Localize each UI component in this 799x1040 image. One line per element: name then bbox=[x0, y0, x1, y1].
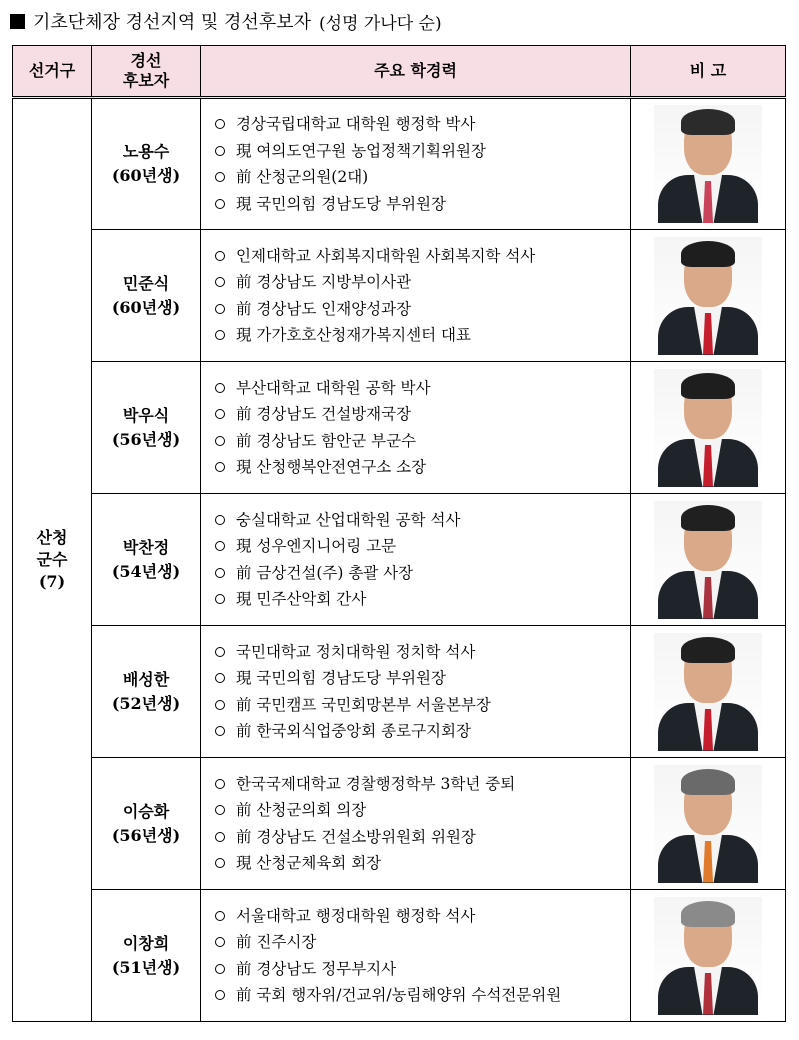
candidate-birth-year: (60년생) bbox=[111, 166, 181, 185]
career-item bbox=[215, 982, 630, 1009]
hair-shape bbox=[681, 373, 735, 399]
candidate-birth-year: (52년생) bbox=[111, 693, 181, 713]
circle-bullet-icon bbox=[215, 462, 225, 472]
candidate-birth-year: (60년생) bbox=[111, 297, 181, 317]
circle-bullet-icon bbox=[215, 568, 225, 578]
career-item bbox=[215, 401, 630, 428]
career-text: 부산대학교 대학원 공학 박사 bbox=[236, 378, 431, 397]
remarks-cell bbox=[631, 98, 786, 230]
career-item bbox=[215, 111, 630, 138]
circle-bullet-icon bbox=[215, 146, 225, 156]
career-item bbox=[215, 164, 630, 191]
career-item bbox=[215, 454, 630, 481]
circle-bullet-icon bbox=[215, 673, 225, 683]
district-line: (7) bbox=[38, 572, 66, 591]
candidate-name-cell bbox=[92, 626, 201, 758]
career-text: 국민대학교 정치대학원 정치학 석사 bbox=[236, 642, 476, 661]
career-text: 現 국민의힘 경남도당 부위원장 bbox=[236, 669, 446, 687]
circle-bullet-icon bbox=[215, 251, 225, 261]
career-item bbox=[215, 692, 630, 719]
career-item bbox=[215, 718, 630, 745]
circle-bullet-icon bbox=[215, 937, 225, 947]
career-list bbox=[215, 111, 630, 217]
career-text: 前 산청군의회 의장 bbox=[236, 801, 367, 819]
career-item bbox=[215, 771, 630, 798]
career-text: 現 민주산악회 간사 bbox=[236, 590, 367, 608]
career-text: 前 산청군의원(2대) bbox=[236, 168, 369, 186]
career-text: 경상국립대학교 대학원 행정학 박사 bbox=[236, 115, 476, 133]
circle-bullet-icon bbox=[215, 832, 225, 842]
candidate-name: 박우식 bbox=[122, 405, 170, 425]
career-item bbox=[215, 929, 630, 956]
district-line: 산청 bbox=[36, 528, 68, 547]
circle-bullet-icon bbox=[215, 964, 225, 974]
candidate-photo bbox=[654, 765, 762, 883]
career-text: 前 경상남도 건설방재국장 bbox=[236, 405, 412, 423]
circle-bullet-icon bbox=[215, 594, 225, 604]
circle-bullet-icon bbox=[215, 541, 225, 551]
district-cell bbox=[13, 98, 92, 1022]
header-candidate-line1: 경선 bbox=[130, 51, 162, 70]
career-text: 인제대학교 사회복지대학원 사회복지학 석사 bbox=[236, 246, 536, 265]
career-item bbox=[215, 824, 630, 851]
candidate-photo bbox=[654, 633, 762, 751]
header-candidate bbox=[92, 46, 201, 98]
career-item bbox=[215, 428, 630, 455]
remarks-cell bbox=[631, 758, 786, 890]
career-item bbox=[215, 560, 630, 587]
career-item bbox=[215, 533, 630, 560]
circle-bullet-icon bbox=[215, 779, 225, 789]
career-list bbox=[215, 375, 630, 481]
hair-shape bbox=[681, 505, 735, 531]
career-text: 前 경상남도 지방부이사관 bbox=[236, 273, 412, 291]
title-main: 기초단체장 경선지역 및 경선후보자 bbox=[33, 12, 311, 33]
career-item bbox=[215, 850, 630, 877]
career-item bbox=[215, 903, 630, 930]
remarks-cell bbox=[631, 230, 786, 362]
hair-shape bbox=[681, 241, 735, 267]
candidate-name: 배성한 bbox=[122, 669, 170, 689]
candidate-name-cell bbox=[92, 230, 201, 362]
candidate-name: 이창희 bbox=[122, 933, 170, 953]
candidate-name-cell bbox=[92, 494, 201, 626]
circle-bullet-icon bbox=[215, 805, 225, 815]
career-text: 前 진주시장 bbox=[236, 933, 317, 951]
hair-shape bbox=[681, 769, 735, 795]
title-note: (성명 가나다 순) bbox=[318, 13, 442, 34]
career-cell bbox=[201, 626, 631, 758]
table-body bbox=[13, 98, 786, 1022]
table-row bbox=[13, 626, 786, 758]
career-list bbox=[215, 903, 630, 1009]
candidate-name-cell bbox=[92, 758, 201, 890]
career-list bbox=[215, 243, 630, 349]
career-list bbox=[215, 507, 630, 613]
career-item bbox=[215, 586, 630, 613]
circle-bullet-icon bbox=[215, 199, 225, 209]
career-cell bbox=[201, 494, 631, 626]
header-remarks: 비 고 bbox=[631, 46, 786, 98]
career-cell bbox=[201, 758, 631, 890]
career-text: 現 여의도연구원 농업정책기획위원장 bbox=[236, 141, 486, 160]
table-row bbox=[13, 362, 786, 494]
candidate-table bbox=[12, 45, 786, 1022]
circle-bullet-icon bbox=[215, 119, 225, 129]
career-item bbox=[215, 665, 630, 692]
hair-shape bbox=[681, 901, 735, 927]
table-row bbox=[13, 758, 786, 890]
career-text: 現 성우엔지니어링 고문 bbox=[236, 537, 397, 555]
candidate-birth-year: (51년생) bbox=[111, 957, 181, 977]
career-text: 前 국회 행자위/건교위/농림해양위 수석전문위원 bbox=[236, 986, 562, 1004]
candidate-birth-year: (56년생) bbox=[111, 429, 181, 449]
square-bullet-icon bbox=[10, 14, 25, 29]
career-text: 前 경상남도 건설소방위원회 위원장 bbox=[236, 827, 476, 846]
candidate-birth-year: (54년생) bbox=[111, 561, 181, 581]
circle-bullet-icon bbox=[215, 277, 225, 287]
district-line: 군수 bbox=[36, 550, 68, 569]
career-item bbox=[215, 956, 630, 983]
circle-bullet-icon bbox=[215, 383, 225, 393]
circle-bullet-icon bbox=[215, 726, 225, 736]
career-cell bbox=[201, 362, 631, 494]
circle-bullet-icon bbox=[215, 436, 225, 446]
career-item bbox=[215, 507, 630, 534]
career-text: 前 국민캠프 국민회망본부 서울본부장 bbox=[236, 695, 491, 714]
remarks-cell bbox=[631, 494, 786, 626]
career-list bbox=[215, 639, 630, 745]
career-item bbox=[215, 375, 630, 402]
hair-shape bbox=[681, 109, 735, 135]
career-list bbox=[215, 771, 630, 877]
table-row bbox=[13, 230, 786, 362]
career-text: 숭실대학교 산업대학원 공학 석사 bbox=[236, 510, 461, 529]
candidate-name: 이승화 bbox=[122, 801, 170, 821]
candidate-name-cell bbox=[92, 890, 201, 1022]
table-row bbox=[13, 494, 786, 626]
career-item bbox=[215, 138, 630, 165]
career-item bbox=[215, 322, 630, 349]
circle-bullet-icon bbox=[215, 858, 225, 868]
career-text: 前 한국외식업중앙회 종로구지회장 bbox=[236, 722, 471, 740]
career-cell bbox=[201, 98, 631, 230]
circle-bullet-icon bbox=[215, 409, 225, 419]
remarks-cell bbox=[631, 890, 786, 1022]
circle-bullet-icon bbox=[215, 304, 225, 314]
candidate-name-cell bbox=[92, 362, 201, 494]
candidate-name: 노용수 bbox=[122, 142, 170, 161]
career-text: 現 가가호호산청재가복지센터 대표 bbox=[236, 326, 471, 344]
circle-bullet-icon bbox=[215, 700, 225, 710]
circle-bullet-icon bbox=[215, 172, 225, 182]
career-item bbox=[215, 639, 630, 666]
circle-bullet-icon bbox=[215, 330, 225, 340]
career-item bbox=[215, 269, 630, 296]
career-text: 서울대학교 행정대학원 행정학 석사 bbox=[236, 906, 476, 925]
candidate-name: 민준식 bbox=[122, 273, 170, 293]
circle-bullet-icon bbox=[215, 515, 225, 525]
career-text: 現 산청군체육회 회장 bbox=[236, 854, 382, 872]
career-text: 現 산청행복안전연구소 소장 bbox=[236, 458, 427, 476]
career-cell bbox=[201, 890, 631, 1022]
candidate-name: 박찬정 bbox=[122, 537, 170, 557]
remarks-cell bbox=[631, 626, 786, 758]
career-text: 前 경상남도 정무부지사 bbox=[236, 959, 397, 978]
table-row bbox=[13, 890, 786, 1022]
career-text: 한국국제대학교 경찰행정학부 3학년 중퇴 bbox=[236, 774, 516, 793]
hair-shape bbox=[681, 637, 735, 663]
circle-bullet-icon bbox=[215, 911, 225, 921]
career-item bbox=[215, 797, 630, 824]
remarks-cell bbox=[631, 362, 786, 494]
candidate-photo bbox=[654, 897, 762, 1015]
table-row bbox=[13, 98, 786, 230]
candidate-name-cell bbox=[92, 98, 201, 230]
candidate-birth-year: (56년생) bbox=[111, 825, 181, 845]
career-item bbox=[215, 296, 630, 323]
candidate-photo bbox=[654, 105, 762, 223]
career-text: 現 국민의힘 경남도당 부위원장 bbox=[236, 194, 446, 213]
circle-bullet-icon bbox=[215, 990, 225, 1000]
table-header-row bbox=[13, 46, 786, 98]
candidate-photo bbox=[654, 237, 762, 355]
circle-bullet-icon bbox=[215, 647, 225, 657]
header-career: 주요 학경력 bbox=[201, 46, 631, 98]
career-item bbox=[215, 191, 630, 218]
candidate-photo bbox=[654, 501, 762, 619]
career-text: 前 금상건설(주) 총괄 사장 bbox=[236, 563, 414, 582]
page-title bbox=[10, 6, 442, 36]
candidate-photo bbox=[654, 369, 762, 487]
career-item bbox=[215, 243, 630, 270]
career-text: 前 경상남도 함안군 부군수 bbox=[236, 431, 417, 450]
career-cell bbox=[201, 230, 631, 362]
header-district: 선거구 bbox=[13, 46, 92, 98]
header-candidate-line2: 후보자 bbox=[122, 71, 170, 90]
career-text: 前 경상남도 인재양성과장 bbox=[236, 299, 412, 318]
